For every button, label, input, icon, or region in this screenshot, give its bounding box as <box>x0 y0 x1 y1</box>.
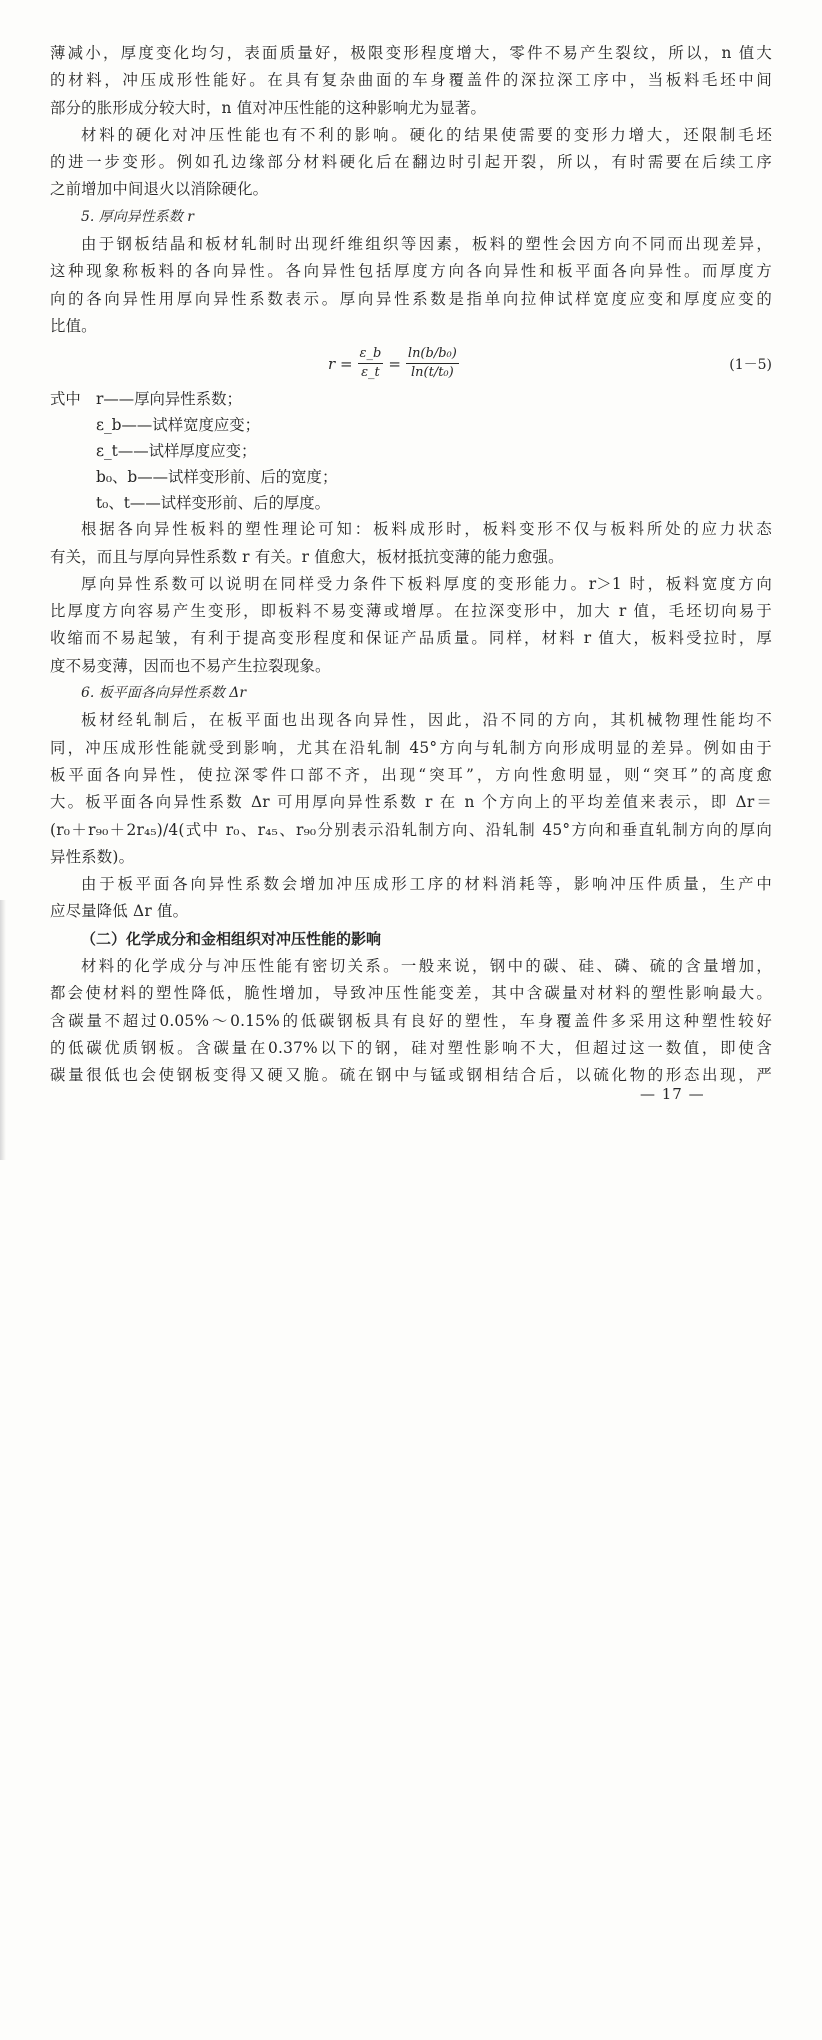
text-line: 度不易变薄，因而也不易产生拉裂现象。 <box>50 656 331 675</box>
text-line: 的进一步变形。例如孔边缘部分材料硬化后在翻边时引起开裂，所以，有时需要在后续工序 <box>50 153 772 172</box>
text-line: 收缩而不易起皱，有利于提高变形程度和保证产品质量。同样，材料 r 值大，板料受拉时，厚 <box>50 629 772 648</box>
text-line: 板材经轧制后，在板平面也出现各向异性，因此，沿不同的方向，其机械物理性能均不 <box>81 711 772 730</box>
text-line: 大。板平面各向异性系数 Δr 可用厚向异性系数 r 在 n 个方向上的平均差值来表示，即 Δr＝ <box>50 793 772 812</box>
text-line: 薄减小，厚度变化均匀，表面质量好，极限变形程度增大，零件不易产生裂纹，所以，n 值大 <box>50 44 772 62</box>
text-line: 部分的胀形成分较大时，n 值对冲压性能的这种影响尤为显著。 <box>50 98 487 117</box>
paragraph-r-value-effect <box>50 571 772 680</box>
text-line: 比值。 <box>50 316 97 335</box>
subheading-5: 5. 厚向异性系数 r <box>81 208 194 225</box>
definition-line: b₀、b——试样变形前、后的宽度； <box>96 468 338 487</box>
text-line: (r₀＋r₉₀＋2r₄₅)/4(式中 r₀、r₄₅、r₉₀分别表示沿轧制方向、沿轧制 45°方向和垂直轧制方向的厚向 <box>50 820 772 839</box>
text-line: 含碳量不超过0.05%～0.15%的低碳钢板具有良好的塑性，车身覆盖件多采用这种塑性较好 <box>50 1011 772 1030</box>
text-line: 的低碳优质钢板。含碳量在0.37%以下的钢，硅对塑性影响不大，但超过这一数值，即使含 <box>50 1038 772 1057</box>
text-line: 由于板平面各向异性系数会增加冲压成形工序的材料消耗等，影响冲压件质量，生产中 <box>81 875 772 894</box>
text-line: 有关，而且与厚向异性系数 r 有关。r 值愈大，板材抵抗变薄的能力愈强。 <box>50 547 564 566</box>
text-line: 异性系数)。 <box>50 847 135 866</box>
text-line: 向的各向异性用厚向异性系数表示。厚向异性系数是指单向拉伸试样宽度应变和厚度应变的 <box>50 289 772 308</box>
fraction-denominator: ε_t <box>361 365 380 381</box>
paragraph-hardening <box>50 122 772 204</box>
definition-text: r——厚向异性系数； <box>96 390 242 409</box>
text-line: 比厚度方向容易产生变形，即板料不易变薄或增厚。在拉深变形中，加大 r 值，毛坯切向易于 <box>50 602 772 621</box>
section-heading-chemical-composition: （二）化学成分和金相组织对冲压性能的影响 <box>81 929 382 948</box>
text-line: 之前增加中间退火以消除硬化。 <box>50 180 269 199</box>
text-line: 板平面各向异性，使拉深零件口部不齐，出现“突耳”，方向性愈明显，则“突耳”的高度愈 <box>50 765 772 784</box>
equation-1-5 <box>50 342 772 386</box>
definition-line: ε_b——试样宽度应变； <box>96 416 261 435</box>
scan-edge-shadow <box>0 900 6 1160</box>
text-line: 材料的化学成分与冲压性能有密切关系。一般来说，钢中的碳、硅、磷、硫的含量增加， <box>81 957 772 976</box>
text-line: 由于钢板结晶和板材轧制时出现纤维组织等因素，板料的塑性会因方向不同而出现差异， <box>81 235 772 254</box>
paragraph-n-value-continued <box>50 40 772 122</box>
text-line: 根据各向异性板料的塑性理论可知：板料成形时，板料变形不仅与板料所处的应力状态 <box>81 520 772 539</box>
fraction-log <box>406 346 459 381</box>
equation-body <box>328 346 464 381</box>
text-line: 同，冲压成形性能就受到影响，尤其在沿轧制 45°方向与轧制方向形成明显的差异。例如由于 <box>50 738 772 757</box>
paragraph-reduce-delta-r <box>50 871 772 926</box>
definition-line: ε_t——试样厚度应变； <box>96 442 257 461</box>
text-line: 应尽量降低 Δr 值。 <box>50 902 189 921</box>
definition-intro: 式中 <box>50 390 81 409</box>
equation-lhs: r = <box>328 354 353 373</box>
text-line: 厚向异性系数可以说明在同样受力条件下板料厚度的变形能力。r＞1 时，板料宽度方向 <box>81 574 772 593</box>
paragraph-chemical-composition <box>50 953 772 1089</box>
equals-sign: = <box>388 354 401 373</box>
equation-number: (1－5) <box>729 357 772 374</box>
definition-line: t₀、t——试样变形前、后的厚度。 <box>96 494 331 513</box>
body-text <box>50 40 772 1090</box>
fraction-numerator: ln(b/b₀) <box>406 346 459 364</box>
text-line: 材料的硬化对冲压性能也有不利的影响。硬化的结果使需要的变形力增大，还限制毛坯 <box>81 125 772 144</box>
paragraph-anisotropy <box>50 231 772 340</box>
fraction-numerator: ε_b <box>358 346 384 364</box>
paragraph-plasticity-theory <box>50 516 772 571</box>
symbol-definitions <box>50 386 772 516</box>
text-line: 碳量很低也会使钢板变得又硬又脆。硫在钢中与锰或钢相结合后，以硫化物的形态出现，严 <box>50 1066 772 1085</box>
page-number: — 17 — <box>640 1085 705 1103</box>
fraction-strain <box>358 346 384 381</box>
text-line: 的材料，冲压成形性能好。在具有复杂曲面的车身覆盖件的深拉深工序中，当板料毛坯中间 <box>50 71 772 90</box>
fraction-denominator: ln(t/t₀) <box>411 365 454 381</box>
text-line: 都会使材料的塑性降低，脆性增加，导致冲压性能变差，其中含碳量对材料的塑性影响最大。 <box>50 984 772 1003</box>
text-line: 这种现象称板料的各向异性。各向异性包括厚度方向各向异性和板平面各向异性。而厚度方 <box>50 262 772 281</box>
definition-line <box>50 386 772 412</box>
subheading-6: 6. 板平面各向异性系数 Δr <box>81 685 247 702</box>
paragraph-planar-anisotropy <box>50 707 772 871</box>
